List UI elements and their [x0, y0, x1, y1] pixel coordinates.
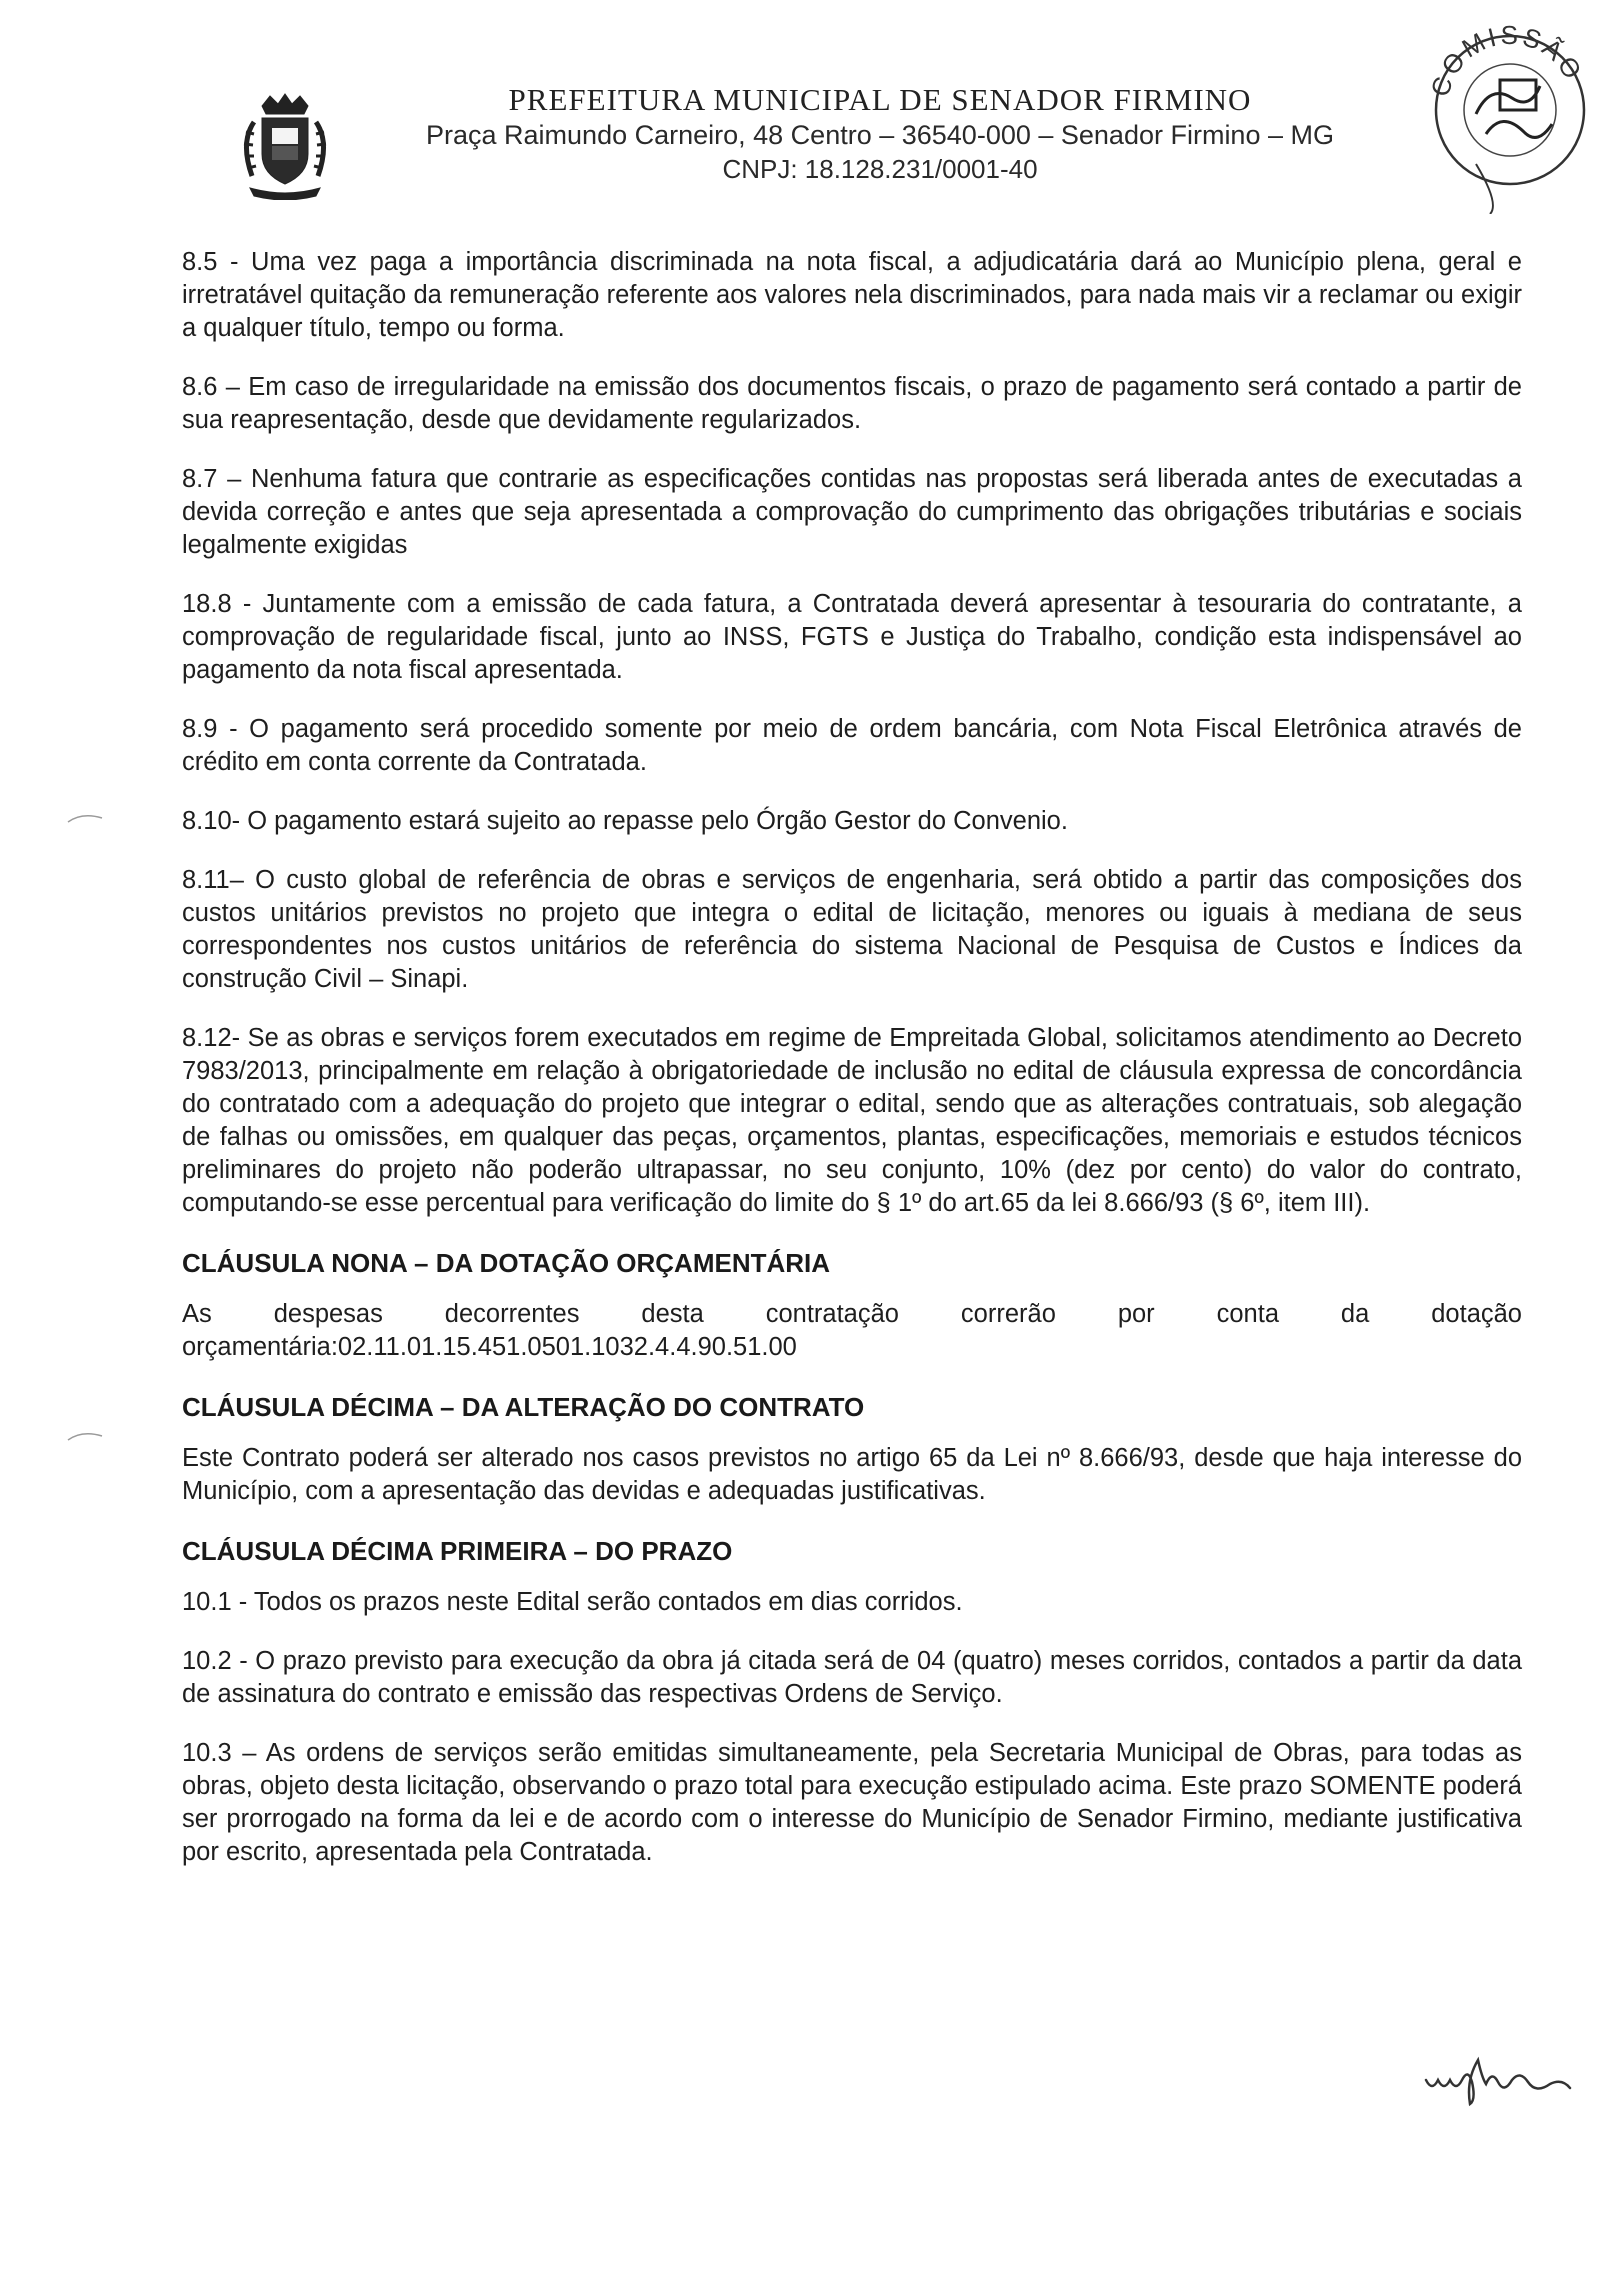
commission-stamp-icon	[1420, 14, 1600, 214]
org-name: PREFEITURA MUNICIPAL DE SENADOR FIRMINO	[508, 82, 1252, 117]
clause-heading: CLÁUSULA DÉCIMA PRIMEIRA – DO PRAZO	[182, 1536, 733, 1566]
clause-paragraph: 10.2 - O prazo previsto para execução da obra já citada será de 04 (quatro) meses corridos, contados a partir da data de assinatura do contrato e emissão das respectivas Ordens de Serviço.	[182, 1647, 1522, 1708]
clause-paragraph: 8.5 - Uma vez paga a importância discriminada na nota fiscal, a adjudicatária dará ao Município plena, geral e irretratável quitação da remuneração referente aos valores nela discriminados, para nada mais vir a reclamar ou exigir a qualquer título, tempo ou forma.	[182, 248, 1522, 342]
svg-text:COMISSÃO: COMISSÃO	[1424, 19, 1590, 100]
clause-paragraph: As despesas decorrentes desta contratação correrão por conta da dotação orçamentária:02.11.01.15.451.0501.1032.4.4.90.51.00	[182, 1300, 1522, 1361]
clause-paragraph: 8.7 – Nenhuma fatura que contrarie as especificações contidas nas propostas será liberada antes de executadas a devida correção e antes que seja apresentada a comprovação do cumprimento das obrigações tributárias e sociais legalmente exigidas	[182, 465, 1522, 559]
margin-mark	[66, 1428, 106, 1442]
clause-heading: CLÁUSULA DÉCIMA – DA ALTERAÇÃO DO CONTRATO	[182, 1392, 865, 1422]
clause-paragraph: 8.12- Se as obras e serviços forem executados em regime de Empreitada Global, solicitamos atendimento ao Decreto 7983/2013, principalmente em relação à obrigatoriedade de inclusão no edital de cláusula expressa de concordância do contratado com a adequação do projeto que integrar o edital, sendo que as alterações contratuais, sob alegação de falhas ou omissões, em qualquer das peças, orçamentos, plantas, especificações, memoriais e estudos técnicos preliminares do projeto não poderão ultrapassar, no seu conjunto, 10% (dez por cento) do valor do contrato, computando-se esse percentual para verificação do limite do § 1º do art.65 da lei 8.666/93 (§ 6º, item III).	[182, 1024, 1522, 1217]
clause-paragraph: 18.8 - Juntamente com a emissão de cada fatura, a Contratada deverá apresentar à tesouraria do contratante, a comprovação de regularidade fiscal, junto ao INSS, FGTS e Justiça do Trabalho, condição esta indispensável ao pagamento da nota fiscal apresentada.	[182, 590, 1522, 684]
clause-paragraph: Este Contrato poderá ser alterado nos casos previstos no artigo 65 da Lei nº 8.666/93, desde que haja interesse do Município, com a apresentação das devidas e adequadas justificativas.	[182, 1444, 1522, 1505]
clause-paragraph: 8.9 - O pagamento será procedido somente por meio de ordem bancária, com Nota Fiscal Eletrônica através de crédito em conta corrente da Contratada.	[182, 715, 1522, 776]
margin-mark	[66, 810, 106, 824]
letterhead	[350, 82, 1410, 186]
org-address: Praça Raimundo Carneiro, 48 Centro – 36540-000 – Senador Firmino – MG	[426, 120, 1334, 150]
clause-paragraph: 8.11– O custo global de referência de obras e serviços de engenharia, será obtido a partir das composições dos custos unitários previstos no projeto que integra o edital de licitação, menores ou iguais à mediana de seus correspondentes nos custos unitários de referência do sistema Nacional de Pesquisa de Custos e Índices da construção Civil – Sinapi.	[182, 866, 1522, 993]
municipal-crest-icon	[232, 92, 338, 200]
document-body	[182, 246, 1522, 1895]
handwritten-initials	[1420, 2040, 1590, 2110]
clause-paragraph: 10.1 - Todos os prazos neste Edital serão contados em dias corridos.	[182, 1588, 963, 1616]
clause-paragraph: 8.10- O pagamento estará sujeito ao repasse pelo Órgão Gestor do Convenio.	[182, 807, 1068, 835]
clause-paragraph: 10.3 – As ordens de serviços serão emitidas simultaneamente, pela Secretaria Municipal de Obras, para todas as obras, objeto desta licitação, observando o prazo total para execução estipulado acima. Este prazo SOMENTE poderá ser prorrogado na forma da lei e de acordo com o interesse do Município de Senador Firmino, mediante justificativa por escrito, apresentada pela Contratada.	[182, 1739, 1522, 1866]
org-cnpj: CNPJ: 18.128.231/0001-40	[722, 154, 1038, 184]
clause-paragraph: 8.6 – Em caso de irregularidade na emissão dos documentos fiscais, o prazo de pagamento será contado a partir de sua reapresentação, desde que devidamente regularizados.	[182, 373, 1522, 434]
clause-heading: CLÁUSULA NONA – DA DOTAÇÃO ORÇAMENTÁRIA	[182, 1248, 831, 1278]
